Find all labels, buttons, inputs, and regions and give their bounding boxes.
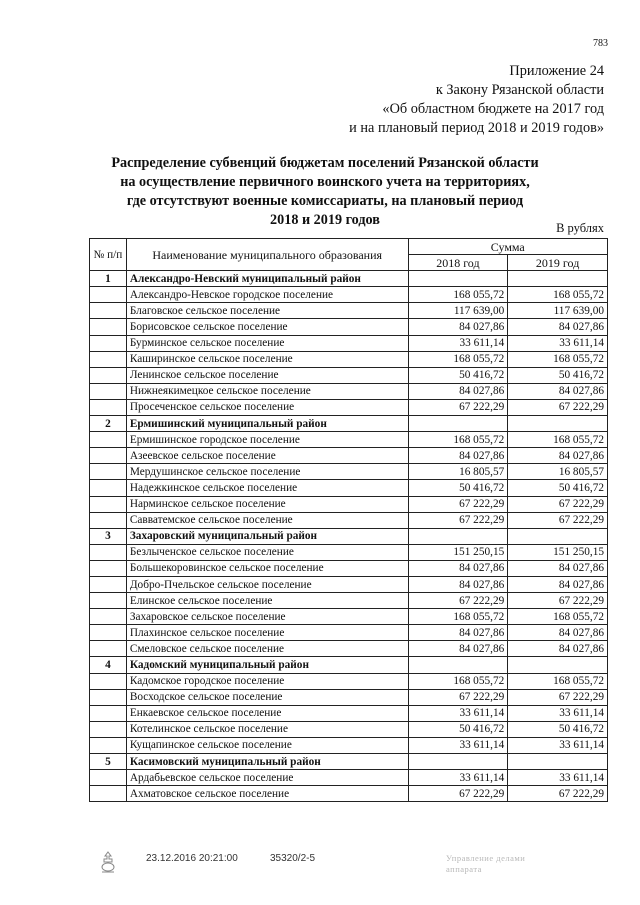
row-value-2018: 33 611,14 xyxy=(408,335,508,351)
table-row xyxy=(90,512,608,528)
table-row xyxy=(90,432,608,448)
appendix-line: к Закону Рязанской области xyxy=(435,82,604,98)
table-row xyxy=(90,641,608,657)
table-row xyxy=(90,480,608,496)
row-value-2018 xyxy=(408,657,508,673)
row-value-2018: 67 222,29 xyxy=(408,512,508,528)
row-number xyxy=(90,625,127,641)
footer-date: 23.12.2016 20:21:00 xyxy=(146,853,238,864)
row-value-2018: 33 611,14 xyxy=(408,705,508,721)
row-value-2019: 67 222,29 xyxy=(508,399,608,415)
row-value-2019: 151 250,15 xyxy=(508,544,608,560)
row-number xyxy=(90,383,127,399)
row-number xyxy=(90,786,127,802)
row-value-2018: 168 055,72 xyxy=(408,432,508,448)
row-number xyxy=(90,609,127,625)
row-value-2019 xyxy=(508,528,608,544)
row-number xyxy=(90,464,127,480)
row-name: Александро-Невское городское поселение xyxy=(126,287,408,303)
row-name: Восходское сельское поселение xyxy=(126,689,408,705)
row-name: Кадомское городское поселение xyxy=(126,673,408,689)
row-value-2018: 16 805,57 xyxy=(408,464,508,480)
district-row xyxy=(90,754,608,770)
footer-stamp: Управление делами аппарата xyxy=(446,853,526,874)
table-row xyxy=(90,319,608,335)
row-value-2019: 117 639,00 xyxy=(508,303,608,319)
row-value-2019: 168 055,72 xyxy=(508,673,608,689)
row-value-2019: 84 027,86 xyxy=(508,448,608,464)
table-row xyxy=(90,383,608,399)
row-value-2019: 33 611,14 xyxy=(508,737,608,753)
row-number xyxy=(90,480,127,496)
table-row xyxy=(90,625,608,641)
row-name: Нарминское сельское поселение xyxy=(126,496,408,512)
row-value-2018 xyxy=(408,754,508,770)
row-value-2019 xyxy=(508,416,608,432)
header-num: № п/п xyxy=(90,239,127,271)
row-name: Ленинское сельское поселение xyxy=(126,367,408,383)
row-number xyxy=(90,576,127,592)
row-number xyxy=(90,689,127,705)
district-row xyxy=(90,416,608,432)
row-number xyxy=(90,335,127,351)
table-body xyxy=(90,271,608,802)
row-value-2019: 168 055,72 xyxy=(508,287,608,303)
row-value-2018: 67 222,29 xyxy=(408,399,508,415)
row-value-2019 xyxy=(508,271,608,287)
appendix-line: Приложение 24 xyxy=(509,63,604,79)
row-number xyxy=(90,399,127,415)
row-value-2018 xyxy=(408,271,508,287)
row-number xyxy=(90,448,127,464)
row-value-2018: 67 222,29 xyxy=(408,496,508,512)
row-name: Александро-Невский муниципальный район xyxy=(126,271,408,287)
row-value-2018: 168 055,72 xyxy=(408,609,508,625)
row-name: Захаровский муниципальный район xyxy=(126,528,408,544)
row-value-2018 xyxy=(408,528,508,544)
table-row xyxy=(90,399,608,415)
row-value-2019: 16 805,57 xyxy=(508,464,608,480)
row-name: Каширинское сельское поселение xyxy=(126,351,408,367)
row-value-2018: 67 222,29 xyxy=(408,593,508,609)
row-value-2019: 84 027,86 xyxy=(508,383,608,399)
table-row xyxy=(90,609,608,625)
row-name: Савватемское сельское поселение xyxy=(126,512,408,528)
row-number: 2 xyxy=(90,416,127,432)
budget-table xyxy=(89,238,608,802)
row-value-2019: 67 222,29 xyxy=(508,786,608,802)
title-line: 2018 и 2019 годов xyxy=(270,212,380,228)
row-value-2019: 84 027,86 xyxy=(508,641,608,657)
row-value-2019: 84 027,86 xyxy=(508,560,608,576)
table-row xyxy=(90,576,608,592)
row-name: Нижнеякимецкое сельское поселение xyxy=(126,383,408,399)
row-number xyxy=(90,737,127,753)
row-name: Касимовский муниципальный район xyxy=(126,754,408,770)
table-row xyxy=(90,593,608,609)
row-number: 5 xyxy=(90,754,127,770)
row-name: Безлыченское сельское поселение xyxy=(126,544,408,560)
row-number xyxy=(90,770,127,786)
row-number: 1 xyxy=(90,271,127,287)
row-value-2018: 84 027,86 xyxy=(408,576,508,592)
row-value-2019 xyxy=(508,657,608,673)
table-row xyxy=(90,770,608,786)
footer-code: 35320/2-5 xyxy=(270,853,316,864)
row-name: Ахматовское сельское поселение xyxy=(126,786,408,802)
row-value-2018: 67 222,29 xyxy=(408,786,508,802)
appendix-line: «Об областном бюджете на 2017 год xyxy=(382,101,604,117)
row-number xyxy=(90,721,127,737)
row-number xyxy=(90,544,127,560)
row-name: Плахинское сельское поселение xyxy=(126,625,408,641)
row-name: Ардабьевское сельское поселение xyxy=(126,770,408,786)
table-row xyxy=(90,689,608,705)
table-row xyxy=(90,786,608,802)
row-value-2018 xyxy=(408,416,508,432)
row-value-2019: 168 055,72 xyxy=(508,609,608,625)
district-row xyxy=(90,271,608,287)
row-value-2019: 67 222,29 xyxy=(508,593,608,609)
page-number: 783 xyxy=(593,38,608,49)
table-row xyxy=(90,367,608,383)
table-row xyxy=(90,737,608,753)
row-name: Мердушинское сельское поселение xyxy=(126,464,408,480)
row-value-2018: 67 222,29 xyxy=(408,689,508,705)
header-year-2019: 2019 год xyxy=(508,255,608,271)
appendix-line: и на плановый период 2018 и 2019 годов» xyxy=(349,120,604,136)
row-name: Бурминское сельское поселение xyxy=(126,335,408,351)
row-value-2019: 67 222,29 xyxy=(508,496,608,512)
row-value-2019: 33 611,14 xyxy=(508,335,608,351)
header-row xyxy=(90,239,608,255)
row-value-2018: 168 055,72 xyxy=(408,673,508,689)
district-row xyxy=(90,657,608,673)
district-row xyxy=(90,528,608,544)
row-name: Ермишинское городское поселение xyxy=(126,432,408,448)
table-row xyxy=(90,351,608,367)
row-value-2018: 84 027,86 xyxy=(408,448,508,464)
row-value-2019 xyxy=(508,754,608,770)
row-name: Просеченское сельское поселение xyxy=(126,399,408,415)
government-logo xyxy=(100,850,116,874)
table-row xyxy=(90,721,608,737)
row-value-2019: 168 055,72 xyxy=(508,351,608,367)
row-number: 3 xyxy=(90,528,127,544)
table-row xyxy=(90,560,608,576)
header-year-2018: 2018 год xyxy=(408,255,508,271)
row-value-2019: 50 416,72 xyxy=(508,480,608,496)
table-row xyxy=(90,544,608,560)
row-value-2019: 33 611,14 xyxy=(508,705,608,721)
row-number xyxy=(90,705,127,721)
table-row xyxy=(90,705,608,721)
header-name: Наименование муниципального образования xyxy=(126,239,408,271)
row-value-2018: 117 639,00 xyxy=(408,303,508,319)
row-name: Благовское сельское поселение xyxy=(126,303,408,319)
row-value-2018: 151 250,15 xyxy=(408,544,508,560)
row-value-2018: 84 027,86 xyxy=(408,319,508,335)
row-name: Большекоровинское сельское поселение xyxy=(126,560,408,576)
row-value-2018: 50 416,72 xyxy=(408,367,508,383)
row-value-2018: 84 027,86 xyxy=(408,383,508,399)
row-name: Смеловское сельское поселение xyxy=(126,641,408,657)
row-value-2018: 50 416,72 xyxy=(408,480,508,496)
row-number xyxy=(90,319,127,335)
header-sum: Сумма xyxy=(408,239,607,255)
row-name: Азеевское сельское поселение xyxy=(126,448,408,464)
row-value-2019: 67 222,29 xyxy=(508,689,608,705)
row-number: 4 xyxy=(90,657,127,673)
row-name: Елинское сельское поселение xyxy=(126,593,408,609)
table-row xyxy=(90,335,608,351)
row-value-2018: 50 416,72 xyxy=(408,721,508,737)
row-number xyxy=(90,351,127,367)
row-name: Добро-Пчельское сельское поселение xyxy=(126,576,408,592)
row-value-2019: 84 027,86 xyxy=(508,576,608,592)
row-value-2019: 67 222,29 xyxy=(508,512,608,528)
table-row xyxy=(90,448,608,464)
row-number xyxy=(90,496,127,512)
row-number xyxy=(90,641,127,657)
document-title xyxy=(90,154,560,230)
row-name: Ермишинский муниципальный район xyxy=(126,416,408,432)
units-label: В рублях xyxy=(556,221,604,235)
row-name: Енкаевское сельское поселение xyxy=(126,705,408,721)
row-value-2019: 50 416,72 xyxy=(508,721,608,737)
table-row xyxy=(90,287,608,303)
row-value-2019: 84 027,86 xyxy=(508,625,608,641)
table-header xyxy=(90,239,608,271)
row-number xyxy=(90,303,127,319)
row-value-2018: 168 055,72 xyxy=(408,351,508,367)
table-row xyxy=(90,303,608,319)
row-number xyxy=(90,560,127,576)
row-value-2018: 168 055,72 xyxy=(408,287,508,303)
appendix-block xyxy=(349,62,604,138)
row-value-2019: 50 416,72 xyxy=(508,367,608,383)
row-number xyxy=(90,432,127,448)
row-value-2018: 33 611,14 xyxy=(408,737,508,753)
title-line: Распределение субвенций бюджетам поселений Рязанской области xyxy=(111,155,539,171)
row-name: Борисовское сельское поселение xyxy=(126,319,408,335)
row-value-2018: 84 027,86 xyxy=(408,625,508,641)
table-row xyxy=(90,496,608,512)
row-name: Кадомский муниципальный район xyxy=(126,657,408,673)
row-name: Надежкинское сельское поселение xyxy=(126,480,408,496)
row-name: Кущапинское сельское поселение xyxy=(126,737,408,753)
title-line: где отсутствуют военные комиссариаты, на плановый период xyxy=(126,193,524,209)
row-value-2019: 168 055,72 xyxy=(508,432,608,448)
title-line: на осуществление первичного воинского учета на территориях, xyxy=(120,174,530,190)
row-value-2018: 84 027,86 xyxy=(408,641,508,657)
row-name: Захаровское сельское поселение xyxy=(126,609,408,625)
row-number xyxy=(90,512,127,528)
row-number xyxy=(90,367,127,383)
row-value-2019: 33 611,14 xyxy=(508,770,608,786)
row-value-2018: 33 611,14 xyxy=(408,770,508,786)
row-number xyxy=(90,593,127,609)
row-name: Котелинское сельское поселение xyxy=(126,721,408,737)
table-row xyxy=(90,673,608,689)
row-value-2019: 84 027,86 xyxy=(508,319,608,335)
row-value-2018: 84 027,86 xyxy=(408,560,508,576)
row-number xyxy=(90,287,127,303)
table-row xyxy=(90,464,608,480)
row-number xyxy=(90,673,127,689)
